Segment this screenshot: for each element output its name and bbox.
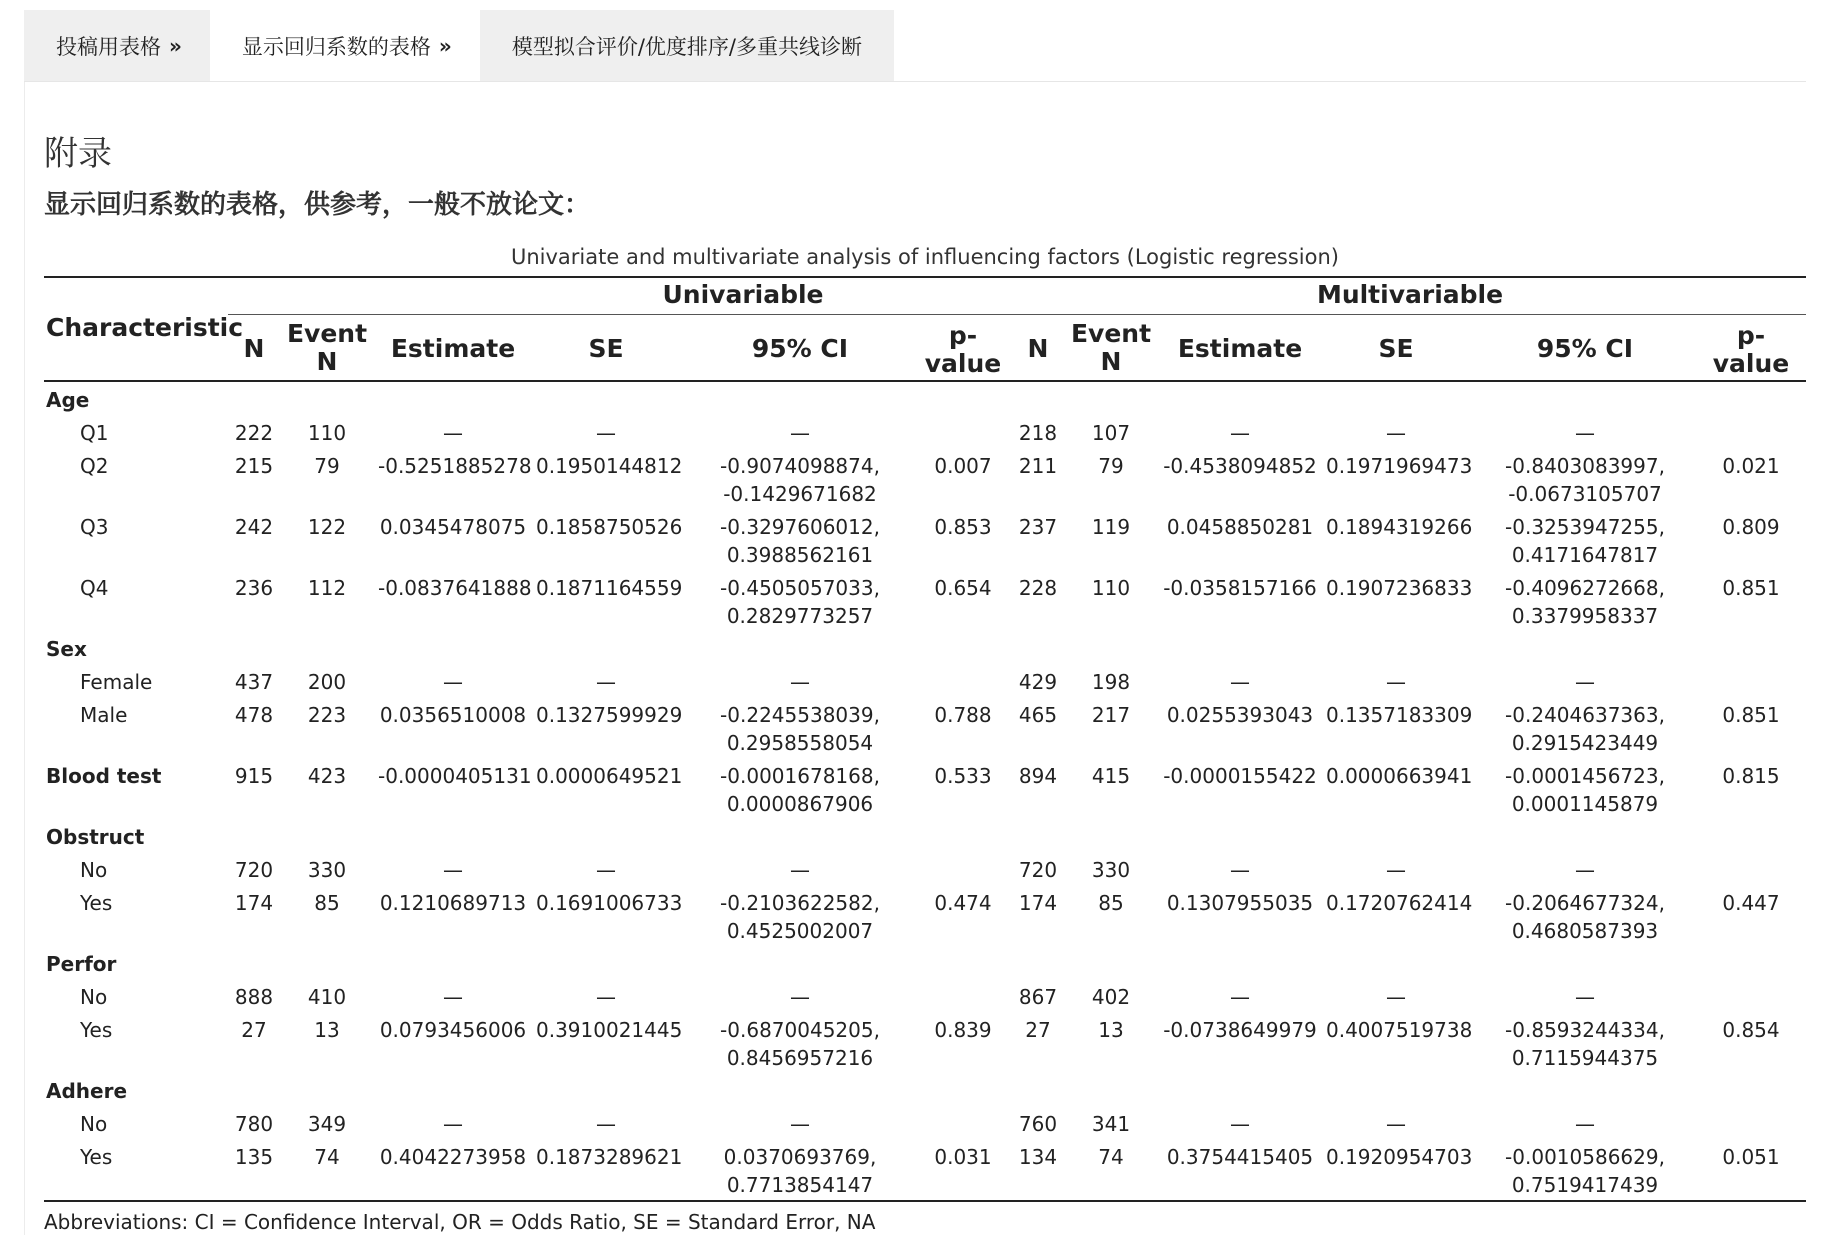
level-label: Q2 [80,454,109,478]
header-line: Event [286,319,368,348]
tab-bar [24,10,894,82]
multivariable-se: 0.1357183309 [1326,703,1473,727]
multivariable-n: 211 [1018,454,1058,478]
multivariable-estimate: 0.1307955035 [1166,891,1314,915]
multivariable-se: 0.0000663941 [1326,764,1473,788]
multivariable-ci: — [1575,858,1595,882]
variable-label: Blood test [46,764,162,788]
multivariable-event-n: 110 [1091,576,1131,600]
univariable-p-value: 0.853 [934,515,992,539]
univariable-ci-upper: 0.7713854147 [726,1173,874,1197]
univariable-n: 780 [234,1112,274,1136]
multivariable-ci-upper: 0.3379958337 [1511,604,1659,628]
multivariable-n: 894 [1018,764,1058,788]
univariable-ci-upper: 0.0000867906 [726,792,874,816]
univariable-ci: — [790,670,810,694]
univariable-estimate: 0.1210689713 [379,891,527,915]
multivariable-event-n: 79 [1098,454,1124,478]
multivariable-se: — [1386,421,1406,445]
multivariable-n: 27 [1025,1018,1051,1042]
multivariable-n: 228 [1018,576,1058,600]
double-chevron-right-icon: » [438,34,448,58]
multivariable-se: 0.1720762414 [1326,891,1473,915]
univariable-estimate: — [443,421,463,445]
univariable-estimate: 0.0345478075 [379,515,527,539]
univariable-event-n: 423 [307,764,347,788]
univariable-ci: — [790,421,810,445]
multivariable-event-n: 198 [1091,670,1131,694]
level-label: Yes [80,1018,113,1042]
level-label: Female [80,670,153,694]
univariable-n: 215 [234,454,274,478]
univariable-p-value: 0.474 [934,891,992,915]
univariable-ci: -0.3297606012, [720,515,880,539]
table-bottom-rule [44,1200,1806,1202]
univariable-n: 888 [234,985,274,1009]
univariable-se: 0.1871164559 [536,576,683,600]
page-subtitle: 显示回归系数的表格，供参考，一般不放论文： [44,190,591,220]
univariable-event-n: 349 [307,1112,347,1136]
univariable-ci: -0.2245538039, [720,703,880,727]
univariable-ci-upper: 0.3988562161 [726,543,874,567]
header-line: N [1100,347,1122,376]
multivariable-p-value: 0.851 [1722,576,1780,600]
univariable-p-value: 0.839 [934,1018,992,1042]
multivariable-n: 218 [1018,421,1058,445]
univariable-se: 0.0000649521 [536,764,683,788]
header-line: value [1712,349,1790,378]
univariable-event-n: 223 [307,703,347,727]
table-top-rule [44,276,1806,278]
univariable-se: — [596,421,616,445]
univariable-se: 0.1873289621 [536,1145,683,1169]
multivariable-ci: -0.8593244334, [1505,1018,1665,1042]
col-header-n: N [1027,334,1049,363]
multivariable-estimate: -0.0738649979 [1163,1018,1317,1042]
level-label: Male [80,703,128,727]
univariable-ci: -0.4505057033, [720,576,880,600]
header-bottom-rule [44,380,1806,382]
col-header-ci: 95% CI [751,334,849,363]
univariable-n: 222 [234,421,274,445]
univariable-ci: -0.2103622582, [720,891,880,915]
multivariable-ci-upper: 0.4680587393 [1511,919,1659,943]
univariable-ci: 0.0370693769, [723,1145,877,1169]
multivariable-se: — [1386,985,1406,1009]
univariable-event-n: 410 [307,985,347,1009]
header-line: N [316,347,338,376]
tab-submission-table[interactable] [24,10,210,82]
univariable-ci-upper: 0.4525002007 [726,919,874,943]
univariable-estimate: 0.4042273958 [379,1145,527,1169]
univariable-n: 478 [234,703,274,727]
univariable-ci-upper: 0.8456957216 [726,1046,874,1070]
univariable-n: 236 [234,576,274,600]
univariable-se: 0.1327599929 [536,703,683,727]
multivariable-event-n: 415 [1091,764,1131,788]
univariable-p-value: 0.007 [934,454,992,478]
multivariable-p-value: 0.021 [1722,454,1780,478]
univariable-ci: -0.0001678168, [720,764,880,788]
univariable-event-n: 200 [307,670,347,694]
col-header-se: SE [588,334,624,363]
multivariable-n: 174 [1018,891,1058,915]
multivariable-estimate: — [1230,985,1250,1009]
multivariable-p-value: 0.447 [1722,891,1780,915]
multivariable-p-value: 0.854 [1722,1018,1780,1042]
header-line: value [924,349,1002,378]
univariable-estimate: — [443,985,463,1009]
multivariable-event-n: 402 [1091,985,1131,1009]
table-row [44,386,1806,419]
univariable-p-value: 0.533 [934,764,992,788]
multivariable-se: 0.1894319266 [1326,515,1473,539]
multivariable-estimate: — [1230,858,1250,882]
multivariable-n: 465 [1018,703,1058,727]
level-label: Q3 [80,515,109,539]
col-header-p-value [920,322,1006,378]
multivariable-underline [1014,314,1806,315]
multivariable-event-n: 330 [1091,858,1131,882]
multivariable-se: — [1386,1112,1406,1136]
univariable-se: 0.1950144812 [536,454,683,478]
univariable-ci: -0.6870045205, [720,1018,880,1042]
univariable-se: — [596,670,616,694]
level-label: No [80,858,108,882]
univariable-ci: -0.9074098874, [720,454,880,478]
multivariable-n: 867 [1018,985,1058,1009]
multivariable-event-n: 74 [1098,1145,1124,1169]
table-row [44,635,1806,668]
multivariable-event-n: 107 [1091,421,1131,445]
group-header-multivariable: Multivariable [1316,280,1504,309]
multivariable-ci-upper: 0.7519417439 [1511,1173,1659,1197]
group-header-univariable: Univariable [662,280,824,309]
level-label: Q4 [80,576,109,600]
content-border [24,82,25,1235]
univariable-event-n: 85 [314,891,340,915]
univariable-se: 0.1858750526 [536,515,683,539]
multivariable-se: — [1386,858,1406,882]
univariable-se: 0.1691006733 [536,891,683,915]
col-header-se: SE [1378,334,1414,363]
univariable-n: 437 [234,670,274,694]
multivariable-ci: -0.3253947255, [1505,515,1665,539]
multivariable-ci: — [1575,670,1595,694]
univariable-event-n: 13 [314,1018,340,1042]
table-row [44,950,1806,983]
multivariable-ci: -0.0001456723, [1505,764,1665,788]
univariable-ci: — [790,1112,810,1136]
multivariable-event-n: 119 [1091,515,1131,539]
univariable-p-value: 0.031 [934,1145,992,1169]
univariable-ci: — [790,985,810,1009]
variable-label: Sex [46,637,87,661]
tab-model-evaluation[interactable] [480,10,894,82]
tab-label: 显示回归系数的表格 [241,35,431,59]
univariable-p-value: 0.788 [934,703,992,727]
multivariable-estimate: — [1230,670,1250,694]
univariable-ci-upper: -0.1429671682 [723,482,877,506]
table-row [44,823,1806,856]
multivariable-n: 429 [1018,670,1058,694]
multivariable-ci: — [1575,421,1595,445]
table-footnote: Abbreviations: CI = Confidence Interval, OR = Odds Ratio, SE = Standard Error, NA [44,1210,876,1234]
level-label: No [80,985,108,1009]
col-header-characteristic: Characteristic [46,313,244,342]
multivariable-ci-upper: 0.7115944375 [1511,1046,1659,1070]
univariable-se: 0.3910021445 [536,1018,683,1042]
multivariable-ci-upper: 0.4171647817 [1511,543,1659,567]
multivariable-event-n: 13 [1098,1018,1124,1042]
multivariable-ci: — [1575,1112,1595,1136]
multivariable-estimate: -0.0358157166 [1163,576,1317,600]
col-header-estimate: Estimate [1177,334,1303,363]
multivariable-event-n: 85 [1098,891,1124,915]
level-label: Q1 [80,421,109,445]
multivariable-n: 760 [1018,1112,1058,1136]
tab-divider [24,81,1806,82]
univariable-n: 242 [234,515,274,539]
multivariable-se: 0.1907236833 [1326,576,1473,600]
variable-label: Perfor [46,952,117,976]
multivariable-ci: -0.0010586629, [1505,1145,1665,1169]
level-label: No [80,1112,108,1136]
col-header-event-n [282,320,372,376]
multivariable-p-value: 0.815 [1722,764,1780,788]
multivariable-ci: — [1575,985,1595,1009]
level-label: Yes [80,891,113,915]
univariable-event-n: 74 [314,1145,340,1169]
col-header-estimate: Estimate [390,334,516,363]
tab-label: 投稿用表格 [56,35,161,59]
tab-coefficient-table[interactable] [210,10,480,82]
univariable-estimate: -0.0837641888 [378,576,532,600]
univariable-ci-upper: 0.2829773257 [726,604,874,628]
univariable-event-n: 79 [314,454,340,478]
univariable-ci: — [790,858,810,882]
col-header-event-n [1066,320,1156,376]
table-caption: Univariate and multivariate analysis of influencing factors (Logistic regression) [510,245,1339,269]
tab-label: 模型拟合评价/优度排序/多重共线诊断 [511,35,862,59]
col-header-p-value [1708,322,1794,378]
multivariable-p-value: 0.851 [1722,703,1780,727]
multivariable-event-n: 217 [1091,703,1131,727]
multivariable-se: 0.1920954703 [1326,1145,1473,1169]
multivariable-se: 0.1971969473 [1326,454,1473,478]
univariable-n: 135 [234,1145,274,1169]
variable-label: Adhere [46,1079,128,1103]
multivariable-estimate: — [1230,1112,1250,1136]
univariable-event-n: 330 [307,858,347,882]
multivariable-ci: -0.8403083997, [1505,454,1665,478]
multivariable-se: 0.4007519738 [1326,1018,1473,1042]
multivariable-n: 134 [1018,1145,1058,1169]
univariable-estimate: 0.0793456006 [379,1018,527,1042]
univariable-event-n: 112 [307,576,347,600]
univariable-p-value: 0.654 [934,576,992,600]
multivariable-n: 720 [1018,858,1058,882]
univariable-n: 174 [234,891,274,915]
multivariable-p-value: 0.809 [1722,515,1780,539]
variable-label: Obstruct [46,825,145,849]
univariable-ci-upper: 0.2958558054 [726,731,874,755]
univariable-n: 915 [234,764,274,788]
header-line: p- [948,321,978,350]
multivariable-ci-upper: -0.0673105707 [1508,482,1662,506]
univariable-estimate: 0.0356510008 [379,703,527,727]
univariable-event-n: 122 [307,515,347,539]
multivariable-ci: -0.2064677324, [1505,891,1665,915]
univariable-event-n: 110 [307,421,347,445]
univariable-n: 720 [234,858,274,882]
multivariable-estimate: 0.0255393043 [1166,703,1314,727]
table-row [44,1077,1806,1110]
multivariable-estimate: -0.0000155422 [1163,764,1317,788]
col-header-ci: 95% CI [1536,334,1634,363]
col-header-n: N [243,334,265,363]
section-title: 附录 [44,134,112,174]
multivariable-estimate: — [1230,421,1250,445]
header-line: p- [1736,321,1766,350]
level-label: Yes [80,1145,113,1169]
univariable-estimate: — [443,670,463,694]
multivariable-estimate: 0.0458850281 [1166,515,1314,539]
multivariable-ci: -0.2404637363, [1505,703,1665,727]
univariable-estimate: -0.0000405131 [378,764,532,788]
univariable-estimate: -0.5251885278 [378,454,532,478]
multivariable-estimate: 0.3754415405 [1166,1145,1314,1169]
variable-label: Age [46,388,90,412]
univariable-estimate: — [443,858,463,882]
multivariable-p-value: 0.051 [1722,1145,1780,1169]
univariable-se: — [596,858,616,882]
univariable-estimate: — [443,1112,463,1136]
header-line: Event [1070,319,1152,348]
univariable-n: 27 [241,1018,267,1042]
multivariable-estimate: -0.4538094852 [1163,454,1317,478]
multivariable-event-n: 341 [1091,1112,1131,1136]
multivariable-ci-upper: 0.2915423449 [1511,731,1659,755]
multivariable-ci-upper: 0.0001145879 [1511,792,1659,816]
univariable-se: — [596,1112,616,1136]
multivariable-ci: -0.4096272668, [1505,576,1665,600]
univariable-se: — [596,985,616,1009]
double-chevron-right-icon: » [169,34,178,58]
multivariable-se: — [1386,670,1406,694]
multivariable-n: 237 [1018,515,1058,539]
